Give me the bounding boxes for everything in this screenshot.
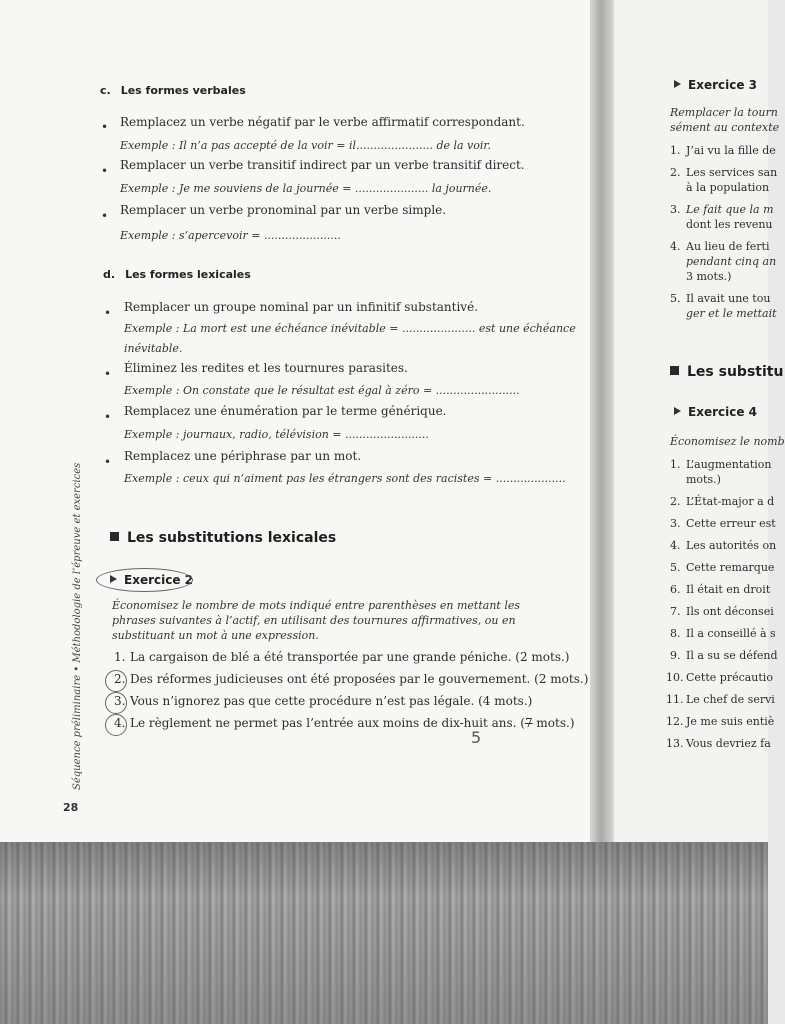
section-title-substitutions-right	[670, 364, 783, 380]
item-text: Il était en droit	[686, 583, 771, 596]
item-text: Le règlement ne permet pas l’entrée aux moins de dix-huit ans. (	[130, 716, 525, 730]
section-title-substitutions	[110, 530, 336, 546]
exercise-item	[666, 671, 773, 684]
item-text: Il a su se défend	[686, 649, 778, 662]
exercise-item	[666, 737, 771, 750]
item-number: 3.	[670, 203, 681, 216]
item-text: Des réformes judicieuses ont été proposées par le gouvernement. (2 mots.)	[130, 672, 589, 686]
item-number: 2.	[670, 495, 681, 508]
item-text-end: mots.)	[532, 716, 575, 730]
item-text: Vous devriez fa	[686, 737, 771, 750]
rule-example: Exemple : On constate que le résultat est égal à zéro = ........................	[124, 384, 520, 397]
exercise-item	[670, 144, 776, 157]
section-d-heading	[103, 268, 251, 281]
bullet: •	[101, 120, 109, 134]
item-number: 4.	[670, 240, 681, 253]
item-number: 13.	[666, 737, 684, 750]
rule-example-continued: inévitable.	[124, 342, 183, 355]
exercice-4-instruction: Économisez le nomb	[670, 435, 785, 448]
instruction-line: sément au contexte	[670, 121, 780, 134]
exercise-item	[670, 166, 777, 179]
section-c-heading	[100, 84, 246, 97]
handwritten-correction: 5	[471, 728, 482, 747]
hand-drawn-circle	[105, 670, 127, 692]
exercise-item	[670, 458, 772, 471]
rule-example: Exemple : s’apercevoir = ......................	[120, 229, 341, 242]
exercise-item	[114, 650, 569, 664]
exercise-item	[670, 561, 774, 574]
section-c-letter: c.	[100, 84, 111, 97]
item-number: 1.	[670, 144, 681, 157]
running-head: Séquence préliminaire • Méthodologie de l’épreuve et exercices	[72, 462, 83, 790]
rule-example: Exemple : ceux qui n’aiment pas les étrangers sont des racistes = ....................	[124, 472, 566, 485]
exercise-item	[114, 672, 588, 686]
right-page	[614, 0, 785, 842]
item-text-line: 3 mots.)	[686, 270, 732, 283]
item-text: Il a conseillé à s	[686, 627, 776, 640]
item-number: 5.	[670, 561, 681, 574]
exercise-item	[670, 649, 778, 662]
item-text: J’ai vu la fille de	[686, 144, 776, 157]
exercise-item	[670, 495, 774, 508]
rule-text: Remplacez une énumération par le terme générique.	[124, 404, 447, 418]
exercice-2-title: Exercice 2	[124, 573, 193, 587]
item-text-line: à la population	[686, 181, 770, 194]
bullet: •	[104, 306, 112, 320]
item-number: 5.	[670, 292, 681, 305]
exercise-item	[666, 715, 774, 728]
rule-text: Remplacer un groupe nominal par un infinitif substantivé.	[124, 300, 479, 314]
item-text: Cette précautio	[686, 671, 773, 684]
hand-drawn-circle	[105, 714, 127, 736]
item-text: L’État-major a d	[686, 495, 775, 508]
item-text: Cette remarque	[686, 561, 775, 574]
exercise-item	[670, 583, 770, 596]
rule-example: Exemple : Je me souviens de la journée = ..................... la journée.	[120, 182, 492, 195]
item-number: 11.	[666, 693, 684, 706]
exercice-3-title: Exercice 3	[688, 78, 757, 92]
item-text: L’augmentation	[686, 458, 772, 471]
scanner-artifact-strip	[0, 842, 768, 1024]
item-number: 9.	[670, 649, 681, 662]
square-bullet-icon	[670, 366, 679, 375]
struck-count: 7	[524, 716, 533, 730]
item-text-line: dont les revenu	[686, 218, 773, 231]
item-number: 8.	[670, 627, 681, 640]
item-text: Il avait une tou	[686, 292, 771, 305]
rule-text: Remplacez une périphrase par un mot.	[124, 449, 362, 463]
rule-example: Exemple : journaux, radio, télévision = ........................	[124, 428, 429, 441]
bullet: •	[101, 209, 109, 223]
item-text: Vous n’ignorez pas que cette procédure n’est pas légale. (4 mots.)	[130, 694, 533, 708]
instruction-line: Remplacer la tourn	[670, 106, 778, 119]
exercice-4-title: Exercice 4	[688, 405, 757, 419]
item-number: 3.	[670, 517, 681, 530]
item-text: La cargaison de blé a été transportée par une grande péniche. (2 mots.)	[130, 650, 570, 664]
item-number: 7.	[670, 605, 681, 618]
item-text-line: ger et le mettait	[686, 307, 777, 320]
exercise-item	[670, 517, 776, 530]
item-text-line: mots.)	[686, 473, 721, 486]
item-text: Cette erreur est	[686, 517, 776, 530]
exercise-item	[670, 203, 774, 216]
rule-text: Remplacez un verbe négatif par le verbe affirmatif correspondant.	[120, 115, 525, 129]
exercise-item	[670, 605, 774, 618]
item-number: 2.	[114, 672, 126, 686]
section-title-text: Les substitu	[687, 364, 784, 380]
exercice-2-instruction: Économisez le nombre de mots indiqué entre parenthèses en mettant les phrases suivantes à l’actif, en utilisant des tournures affirmatives, ou en substituant un mot à une expression.	[112, 599, 520, 642]
item-text: Je me suis entiè	[686, 715, 775, 728]
item-number: 1.	[114, 650, 126, 664]
page-number: 28	[63, 801, 79, 814]
item-number: 10.	[666, 671, 684, 684]
exercice-4-heading	[674, 405, 757, 419]
exercise-item	[670, 240, 769, 253]
section-title-text: Les substitutions lexicales	[127, 530, 337, 546]
item-number: 4.	[114, 716, 126, 730]
item-number: 3.	[114, 694, 126, 708]
exercise-item	[670, 627, 776, 640]
exercice-3-heading	[674, 78, 757, 92]
bullet: •	[104, 410, 112, 424]
section-d-letter: d.	[103, 268, 116, 281]
rule-text: Remplacer un verbe pronominal par un verbe simple.	[120, 203, 447, 217]
item-number: 1.	[670, 458, 681, 471]
exercise-item	[114, 694, 532, 708]
square-bullet-icon	[110, 532, 119, 541]
bullet: •	[101, 164, 109, 178]
exercise-item	[670, 539, 776, 552]
item-number: 4.	[670, 539, 681, 552]
item-number: 12.	[666, 715, 684, 728]
hand-drawn-circle	[105, 692, 127, 714]
exercise-item	[666, 693, 775, 706]
item-text: Le chef de servi	[686, 693, 775, 706]
rule-example: Exemple : Il n’a pas accepté de la voir = il...................... de la voir.	[120, 139, 491, 152]
triangle-icon	[674, 80, 681, 88]
section-c-title: Les formes verbales	[120, 84, 246, 97]
item-text: Ils ont déconsei	[686, 605, 774, 618]
item-text: Le fait que la m	[686, 203, 774, 216]
item-number: 6.	[670, 583, 681, 596]
triangle-icon	[674, 407, 681, 415]
rule-example: Exemple : La mort est une échéance inévitable = ..................... est une échéance	[124, 322, 576, 335]
rule-text: Remplacer un verbe transitif indirect par un verbe transitif direct.	[120, 158, 525, 172]
exercise-item	[114, 716, 575, 730]
item-number: 2.	[670, 166, 681, 179]
hand-drawn-circle	[96, 568, 193, 592]
item-text: Les services san	[686, 166, 778, 179]
item-text: Au lieu de ferti	[686, 240, 770, 253]
item-text-line: pendant cinq an	[686, 255, 777, 268]
bullet: •	[104, 367, 112, 381]
item-text: Les autorités on	[686, 539, 777, 552]
bullet: •	[104, 455, 112, 469]
section-d-title: Les formes lexicales	[125, 268, 251, 281]
exercise-item	[670, 292, 770, 305]
rule-text: Éliminez les redites et les tournures parasites.	[124, 361, 408, 375]
